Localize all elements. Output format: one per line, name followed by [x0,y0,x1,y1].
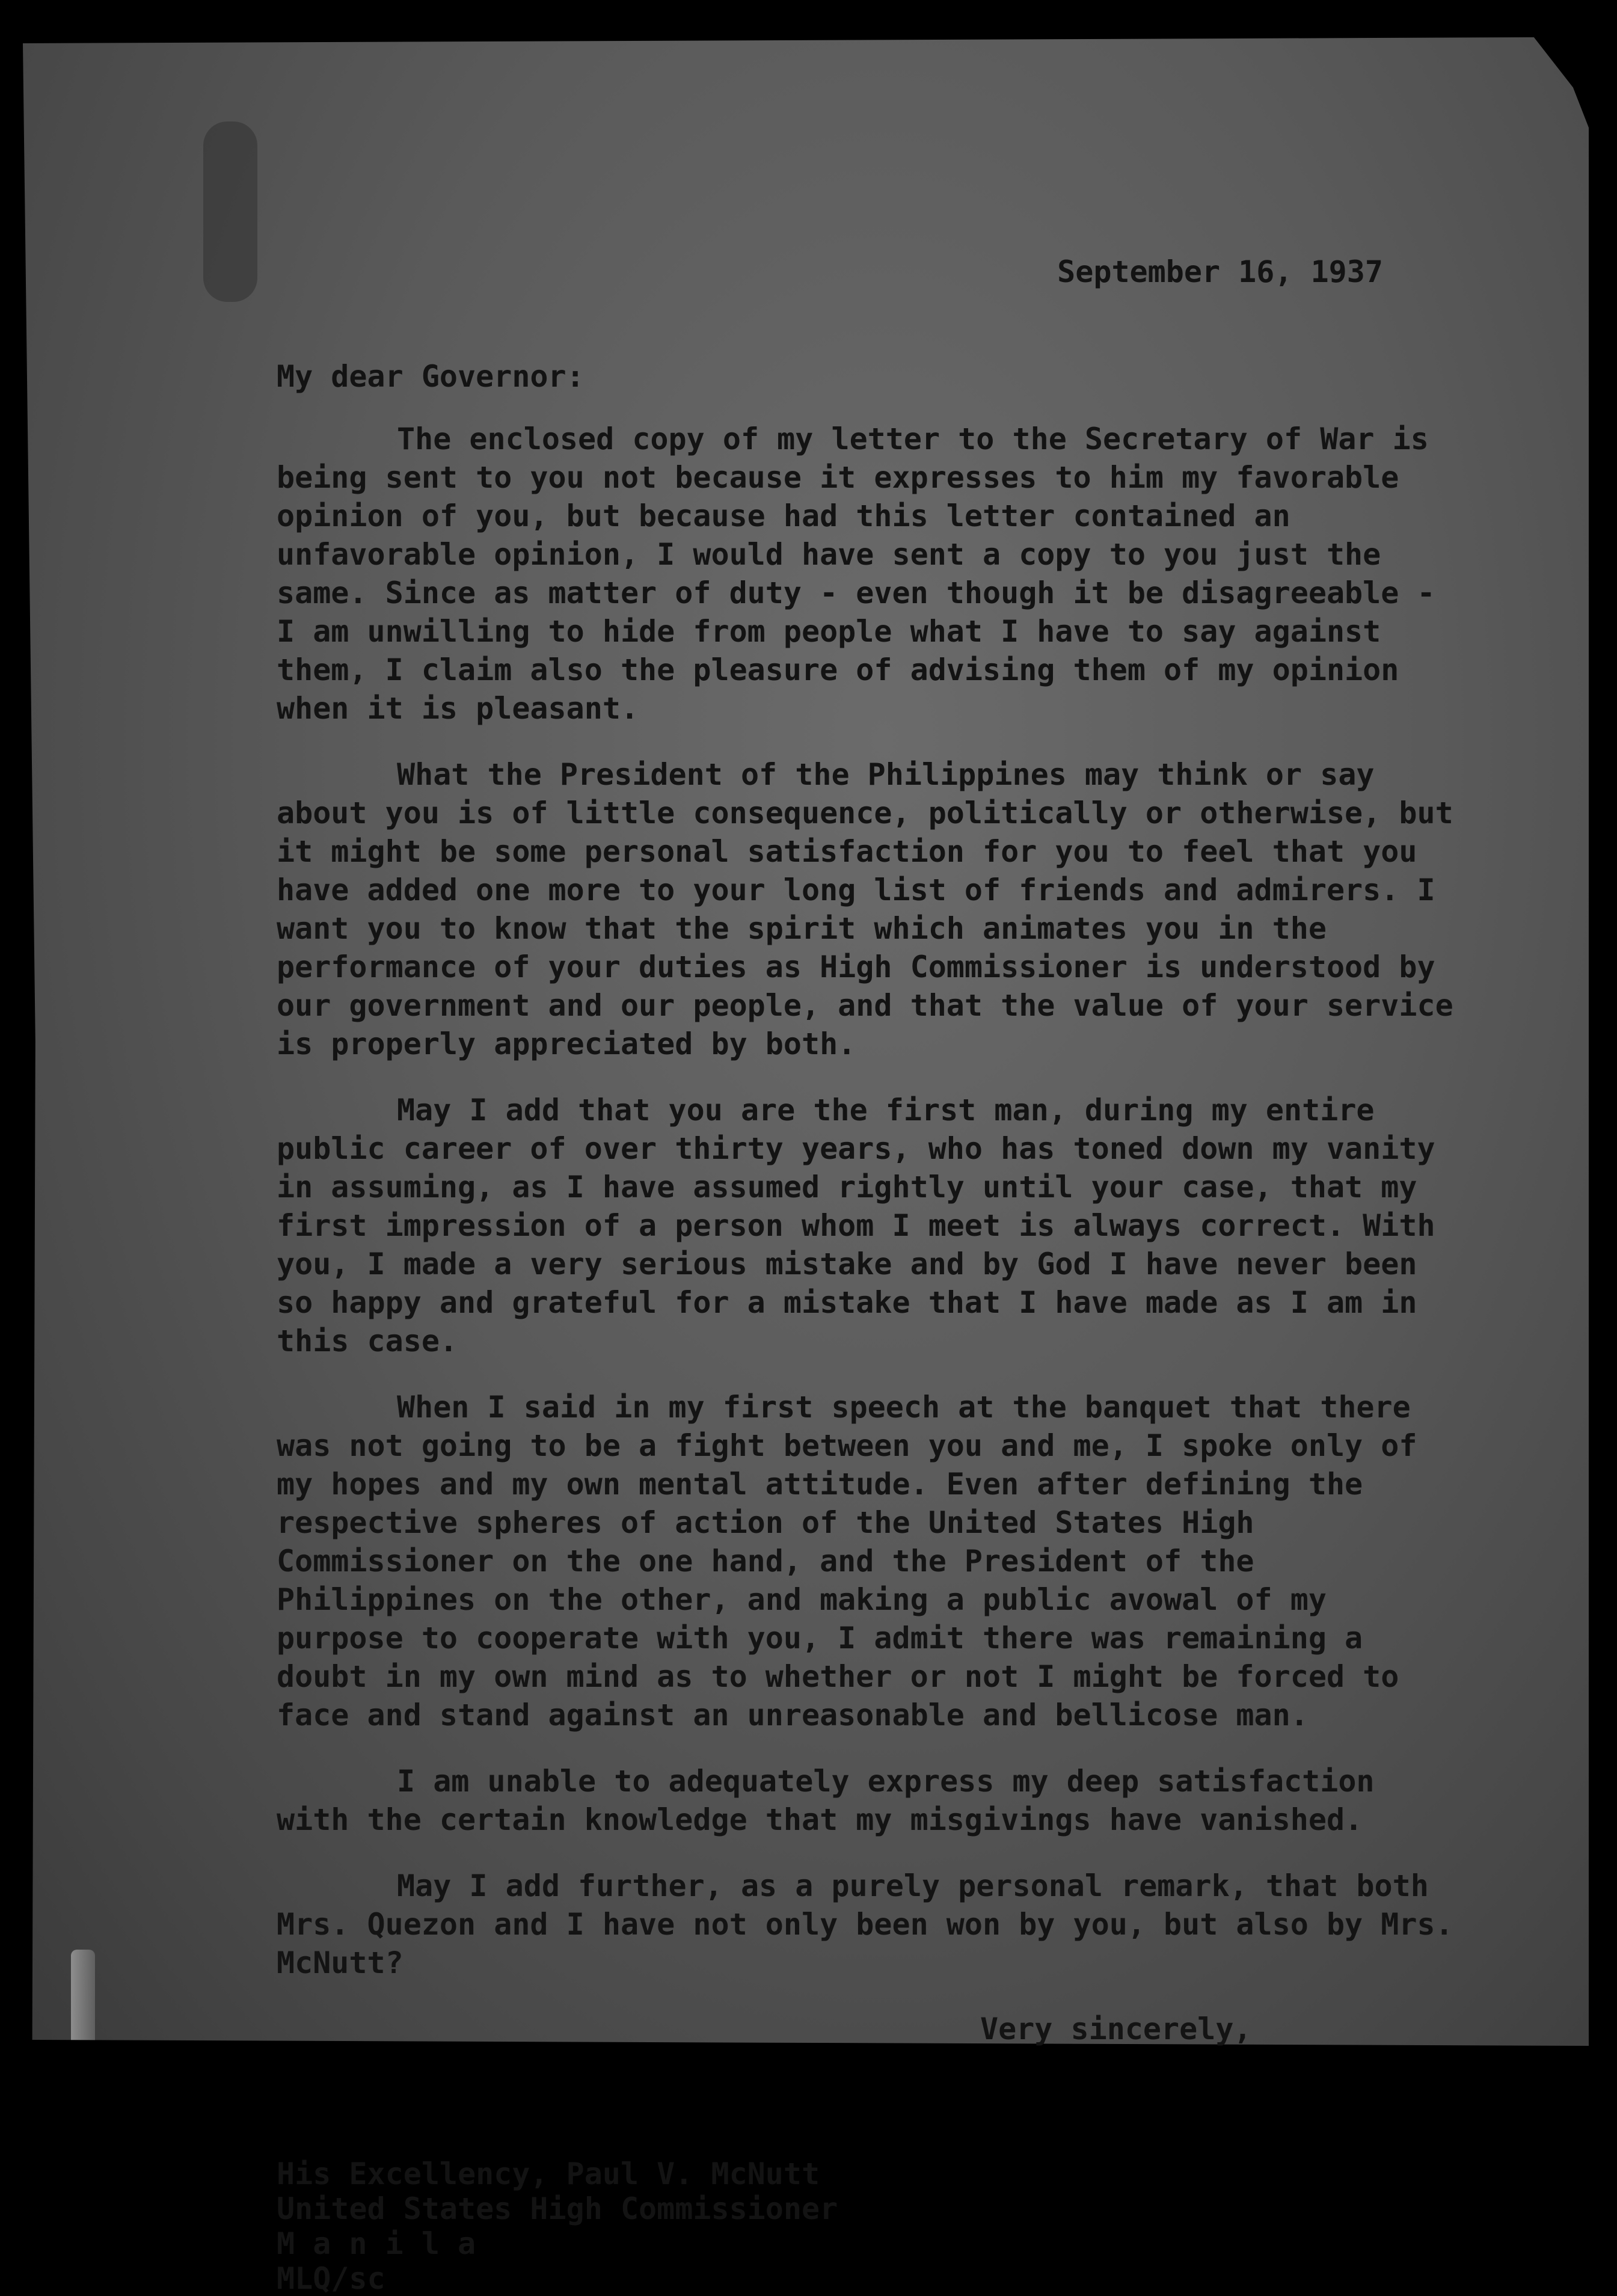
letter-paragraph-5: I am unable to adequately express my deep satisfaction with the certain knowledge that my misgivings have vanished. [277,1764,1375,1837]
address-line-1: His Excellency, Paul V. McNutt [277,2156,820,2191]
address-line-2: United States High Commissioner [277,2191,838,2226]
paper-smudge [203,121,257,302]
letter-body [277,253,1455,2296]
typist-initials: MLQ/sc [277,2261,385,2296]
letter-salutation: My dear Governor: [277,359,585,394]
letter-paragraph-6: May I add further, as a purely personal remark, that both Mrs. Quezon and I have not only been won by you, but also by Mrs. McNutt? [277,1868,1453,1980]
letter-date: September 16, 1937 [1057,254,1383,289]
recipient-address [277,2156,1455,2296]
address-line-3: M a n i l a [277,2226,476,2261]
letter-closing: Very sincerely, [980,2012,1252,2046]
letter-paragraph-4: When I said in my first speech at the banquet that there was not going to be a fight between you and me, I spoke only of my hopes and my own mental attitude. Even after defining the respective spheres of action of the United States High Commissioner on the one hand, and the President of the Philippines on the other, and making a public avowal of my purpose to cooperate with you, I admit there was remaining a doubt in my own mind as to whether or not I might be forced to face and stand against an unreasonable and bellicose man. [277,1390,1417,1733]
letter-paragraph-2: What the President of the Philippines may think or say about you is of little consequence, politically or otherwise, but it might be some personal satisfaction for you to feel that you have added one more to your long list of friends and admirers. I want you to know that the spirit which animates you in the performance of your duties as High Commissioner is understood by our government and our people, and that the value of your service is properly appreciated by both. [277,757,1453,1061]
letter-paragraph-1: The enclosed copy of my letter to the Secretary of War is being sent to you not because it expresses to him my favorable opinion of you, but because had this letter contained an unfavorable opinion, I would have sent a copy to you just the same. Since as matter of duty - even though it be disagreeable - I am unwilling to hide from people what I have to say against them, I claim also the pleasure of advising them of my opinion when it is pleasant. [277,422,1435,726]
letter-paragraph-3: May I add that you are the first man, during my entire public career of over thirty years, who has toned down my vanity in assuming, as I have assumed rightly until your case, that my first impression of a person whom I meet is always correct. With you, I made a very serious mistake and by God I have never been so happy and grateful for a mistake that I have made as I am in this case. [277,1093,1435,1358]
paper-edge-tear [71,1950,95,2058]
